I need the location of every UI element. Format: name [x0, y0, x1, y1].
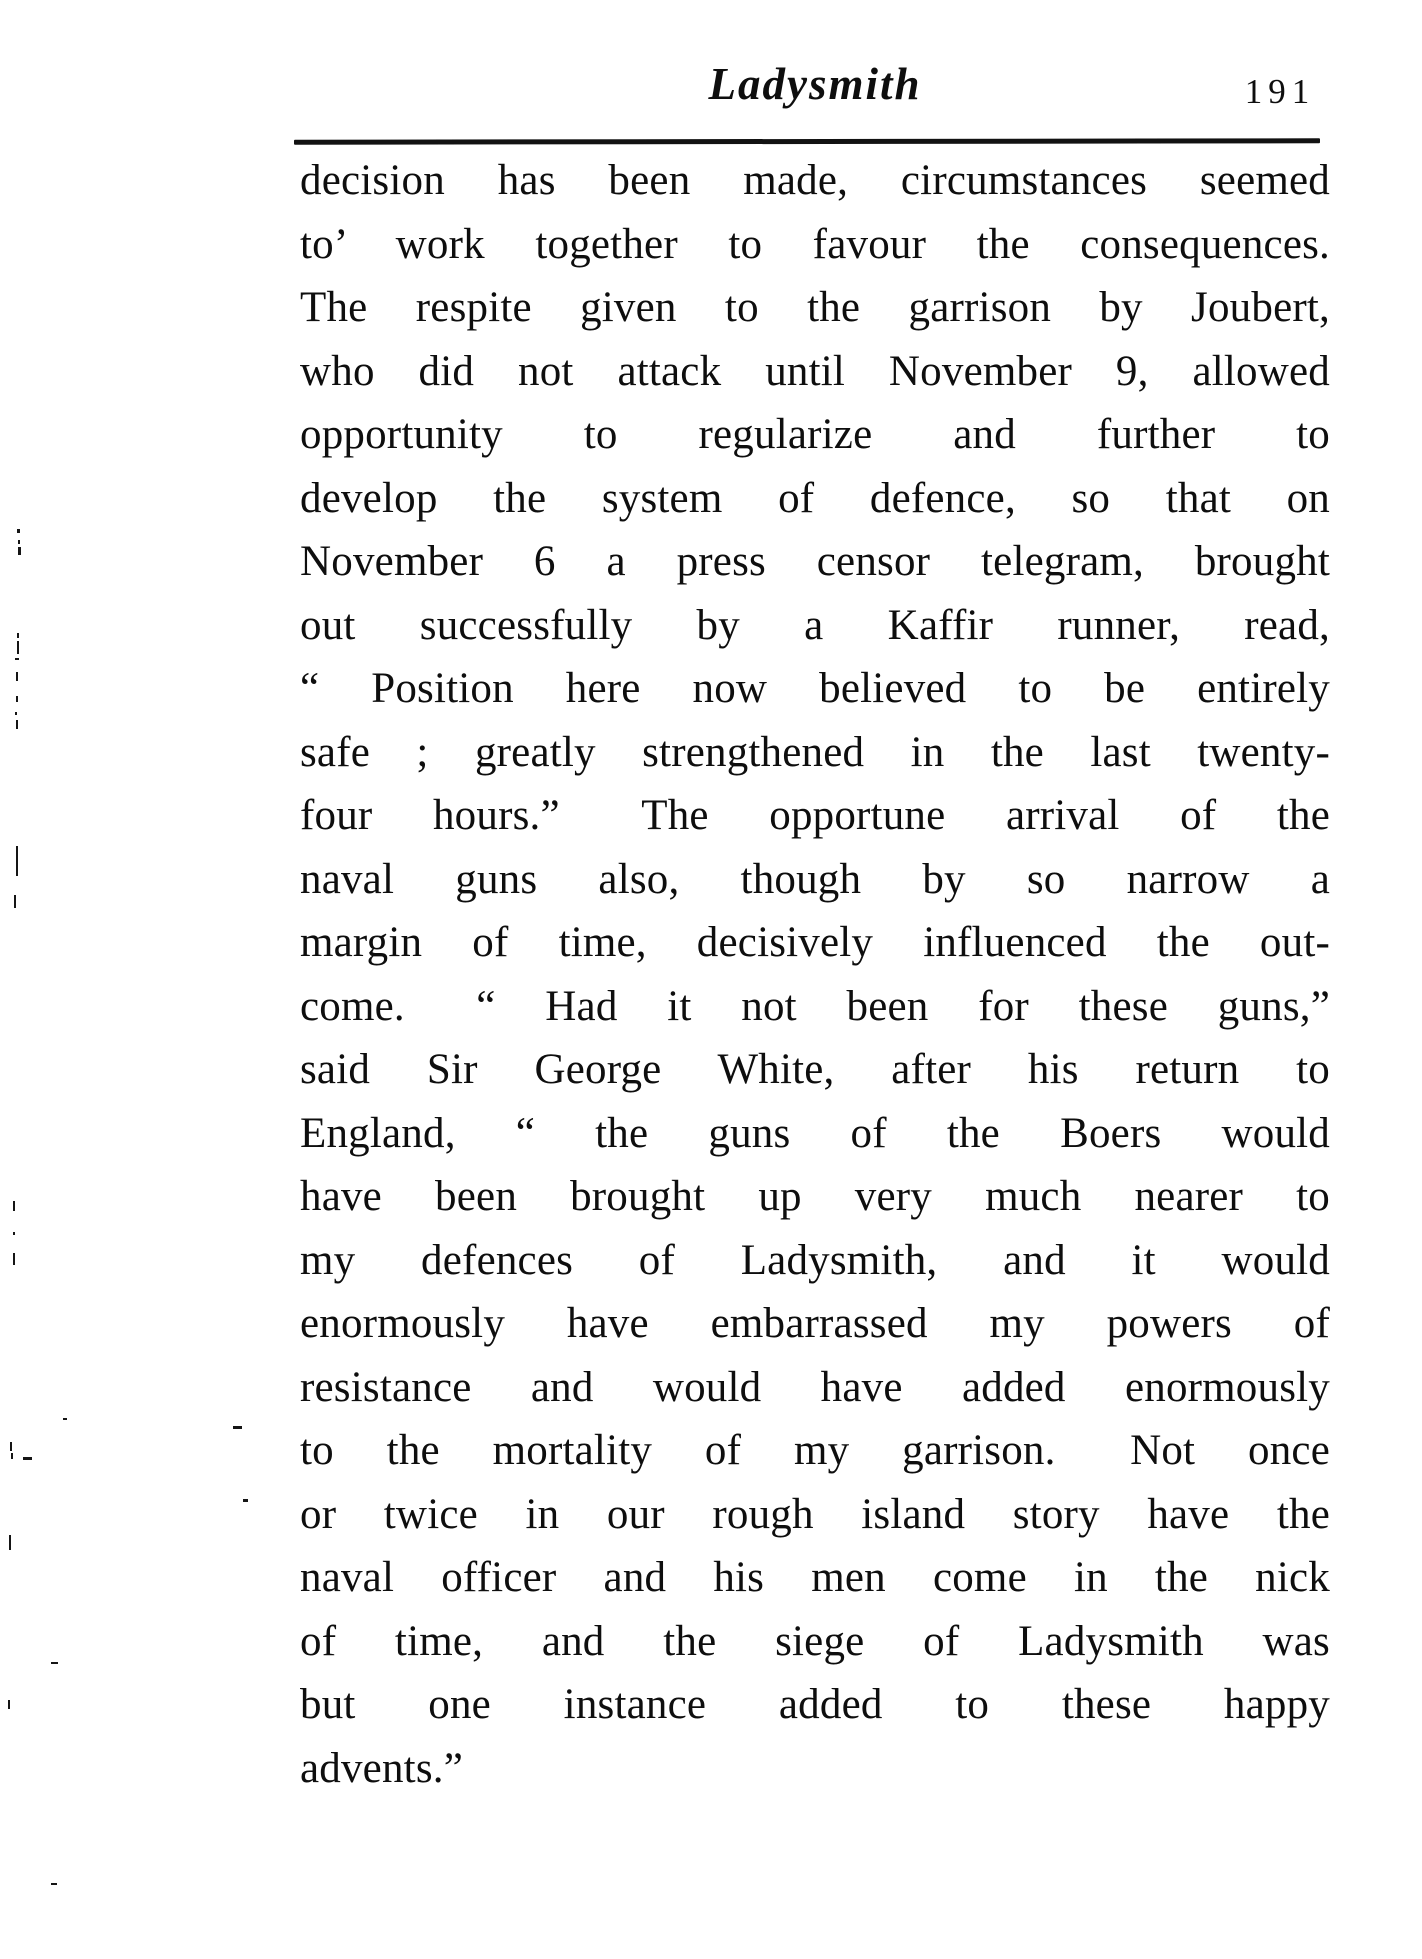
text-line: enormously have embarrassed my powers of — [300, 1300, 1330, 1347]
scan-artifact — [15, 712, 17, 715]
text-line: advents.” — [300, 1744, 463, 1792]
page-number: 191 — [1244, 72, 1316, 111]
scan-artifact — [9, 1535, 11, 1550]
scan-artifact — [51, 1662, 58, 1664]
text-line: develop the system of defence, so that on — [300, 474, 1330, 522]
scan-artifact — [13, 1253, 15, 1265]
scan-artifact — [23, 1457, 32, 1460]
scan-artifact — [16, 696, 18, 702]
scan-artifact — [15, 658, 19, 660]
text-line: my defences of Ladysmith, and it would — [300, 1236, 1330, 1284]
text-line: to the mortality of my garrison. Not once — [300, 1427, 1330, 1474]
scan-artifact — [243, 1499, 248, 1502]
text-line: have been brought up very much nearer to — [300, 1173, 1330, 1220]
text-line: naval officer and his men come in the nick — [300, 1554, 1330, 1601]
text-line: resistance and would have added enormously — [300, 1363, 1330, 1411]
text-line: The respite given to the garrison by Joubert, — [300, 284, 1330, 331]
text-line: “ Position here now believed to be entirely — [300, 665, 1330, 712]
text-line: England, “ the guns of the Boers would — [300, 1109, 1330, 1157]
text-line: November 6 a press censor telegram, brought — [300, 538, 1330, 585]
scan-artifact — [10, 1442, 12, 1451]
body-text — [300, 149, 1330, 1800]
text-line: to’ work together to favour the consequences. — [300, 220, 1330, 268]
scan-artifact — [11, 1453, 13, 1459]
text-line: who did not attack until November 9, allowed — [300, 347, 1330, 395]
scan-artifact — [51, 1883, 57, 1885]
scan-artifact — [17, 633, 19, 638]
scan-artifact — [18, 540, 20, 544]
running-head-title: Ladysmith — [708, 59, 922, 109]
scan-artifact — [17, 529, 20, 533]
text-line: decision has been made, circumstances seemed — [300, 157, 1330, 204]
text-line: but one instance added to these happy — [300, 1681, 1330, 1728]
scan-artifact — [8, 1700, 10, 1709]
scan-artifact — [18, 547, 21, 555]
text-line: margin of time, decisively influenced the out- — [300, 919, 1330, 966]
scan-artifact — [13, 1232, 15, 1235]
text-line: out successfully by a Kaffir runner, read, — [300, 601, 1330, 649]
header-rule — [294, 138, 1320, 144]
scan-artifact — [16, 720, 18, 729]
text-line: four hours.” The opportune arrival of the — [300, 792, 1330, 839]
scan-artifact — [13, 1201, 15, 1211]
text-line: or twice in our rough island story have the — [300, 1490, 1330, 1538]
text-line: said Sir George White, after his return to — [300, 1046, 1330, 1093]
scan-artifact — [17, 641, 19, 654]
text-line: come. “ Had it not been for these guns,” — [300, 982, 1330, 1030]
scan-artifact — [14, 895, 16, 908]
text-line: opportunity to regularize and further to — [300, 411, 1330, 458]
scan-artifact — [63, 1418, 67, 1420]
text-line: naval guns also, though by so narrow a — [300, 855, 1330, 903]
text-line: of time, and the siege of Ladysmith was — [300, 1617, 1330, 1665]
scan-artifact — [233, 1426, 242, 1429]
scan-artifact — [16, 672, 18, 681]
scan-artifact — [16, 846, 18, 876]
text-line: safe ; greatly strengthened in the last twenty- — [300, 728, 1330, 776]
